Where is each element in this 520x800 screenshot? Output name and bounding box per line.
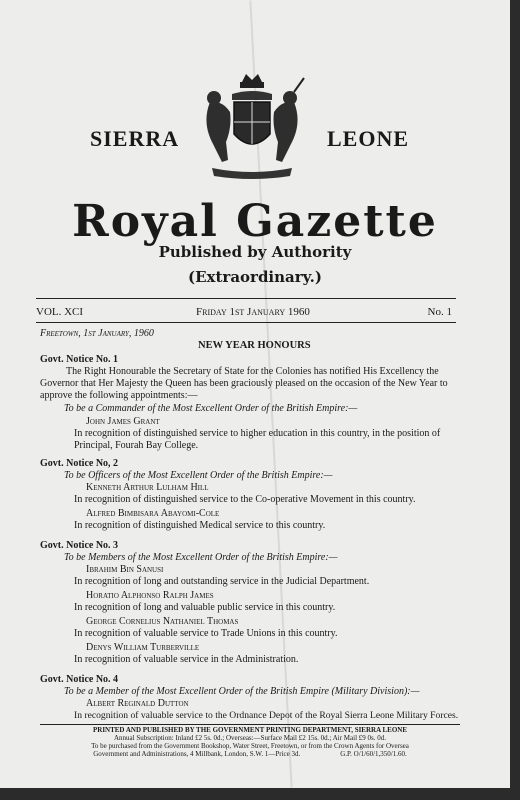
gazette-subtitle: Published by Authority	[158, 243, 352, 261]
honouree-name: George Cornelius Nathaniel Thomas	[86, 616, 239, 627]
honouree-citation: In recognition of distinguished Medical service to this country.	[74, 520, 326, 531]
honouree-citation: In recognition of valuable service to the Ordnance Depot of the Royal Sierra Leone Military Forces.	[74, 710, 459, 721]
honouree-name: Ibrahim Bin Sanusi	[86, 564, 164, 575]
honouree-citation: In recognition of valuable service in the Administration.	[74, 654, 299, 665]
issue-date: Friday 1st January 1960	[196, 306, 310, 318]
honouree-citation: In recognition of long and outstanding service in the Judicial Department.	[74, 576, 370, 587]
honouree-name: Horatio Alphonso Ralph James	[86, 590, 214, 601]
footer-subscription-line: Annual Subscription: Inland £2 5s. 0d.; Overseas:—Surface Mail £2 15s. 0d.; Air Mail £9 0s. 0d.	[114, 734, 386, 742]
issue-number: No. 1	[427, 306, 452, 318]
notice-intro: The Right Honourable the Secretary of State for the Colonies has notified His Excellency the Governor that Her Majesty the Queen has been graciously pleased on the occasion of the New Year to approve the following appointments:—	[40, 366, 448, 401]
section-title: NEW YEAR HONOURS	[198, 340, 311, 351]
printer-footer	[40, 726, 460, 758]
honouree-name: Kenneth Arthur Lulham Hill	[86, 482, 209, 493]
masthead-right-word: LEONE	[327, 126, 410, 151]
footer-printer-line: PRINTED AND PUBLISHED BY THE GOVERNMENT PRINTING DEPARTMENT, SIERRA LEONE	[92, 726, 408, 734]
order-line: To be Officers of the Most Excellent Order of the British Empire:—	[64, 470, 333, 481]
footer-rule	[40, 724, 460, 725]
notice-heading: Govt. Notice No. 4	[40, 674, 119, 685]
honouree-citation: In recognition of valuable service to Trade Unions in this country.	[74, 628, 338, 639]
masthead-left-word: SIERRA	[90, 126, 180, 151]
issue-volume: VOL. XCI	[36, 306, 84, 318]
honouree-name: Denys William Turberville	[86, 642, 200, 653]
order-line: To be a Commander of the Most Excellent Order of the British Empire:—	[64, 403, 358, 414]
notice-heading: Govt. Notice No, 2	[40, 458, 119, 469]
order-line: To be a Member of the Most Excellent Order of the British Empire (Military Division):—	[64, 686, 420, 697]
gazette-edition: (Extraordinary.)	[188, 268, 322, 286]
dateline: Freetown, 1st January, 1960	[40, 328, 154, 339]
notice-heading: Govt. Notice No. 3	[40, 540, 119, 551]
honouree-citation: In recognition of distinguished service to the Co-operative Movement in this country.	[74, 494, 416, 505]
order-line: To be Members of the Most Excellent Order of the British Empire:—	[64, 552, 338, 563]
honouree-name: Alfred Bimbisara Abayomi-Cole	[86, 508, 220, 519]
honouree-citation: In recognition of long and valuable public service in this country.	[74, 602, 336, 613]
bottom-rule	[36, 322, 456, 323]
honouree-name: Albert Reginald Dutton	[86, 698, 189, 709]
footer-address-line: Government and Administrations, 4 Millbank, London, S.W. 1—Price 3d. G.P. O/1/60/1,350/1.60.	[93, 750, 407, 758]
gazette-title: Royal Gazette	[72, 196, 438, 247]
footer-print-code: G.P. O/1/60/1,350/1.60.	[340, 750, 407, 758]
honouree-name: John James Grant	[86, 416, 160, 427]
honouree-citation: In recognition of distinguished service to higher education in this country, in the position of Principal, Fourah Bay College.	[74, 428, 441, 451]
royal-coat-of-arms-icon	[192, 72, 312, 182]
footer-purchase-line: To be purchased from the Government Bookshop, Water Street, Freetown, or from the Crown Agents for Oversea	[91, 742, 409, 750]
notice-heading: Govt. Notice No. 1	[40, 354, 119, 365]
top-rule	[36, 298, 456, 299]
